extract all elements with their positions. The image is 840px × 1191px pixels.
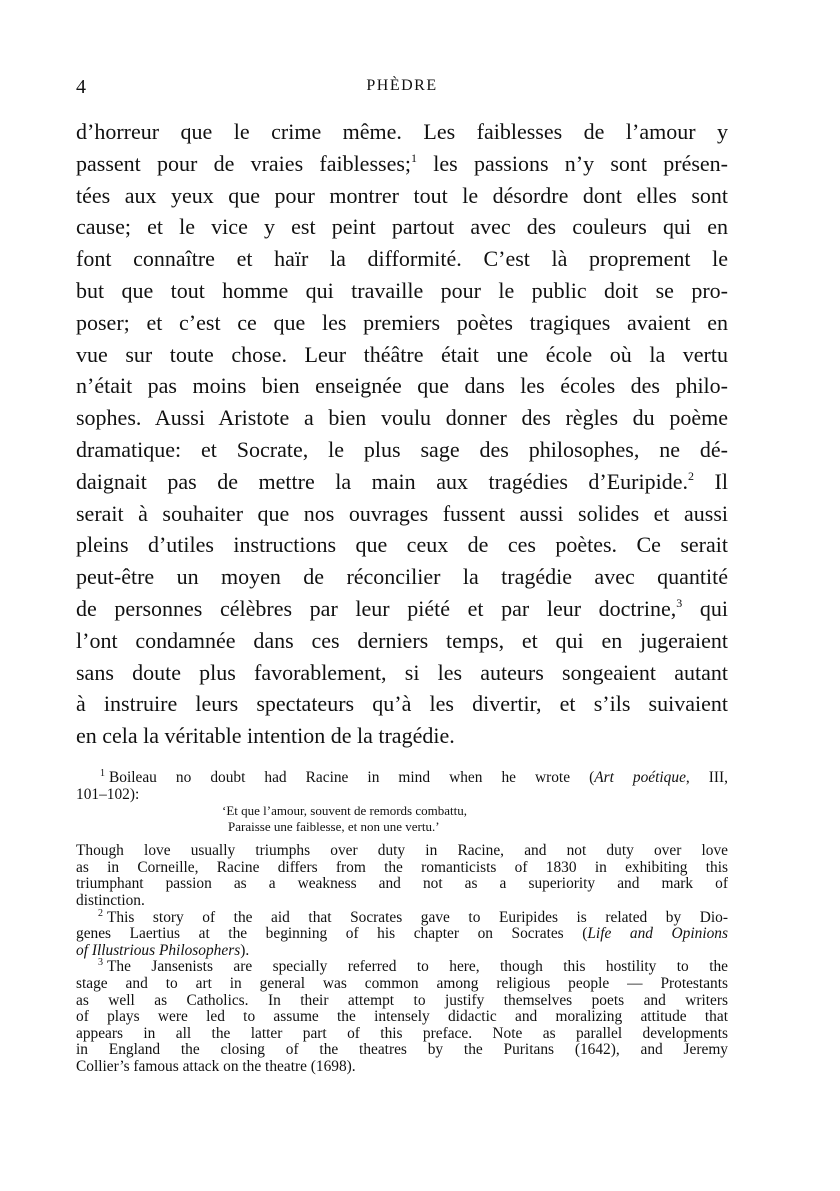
footnote-line: as in Corneille, Racine differs from the romanticists of 1830 in exhibiting this bbox=[76, 858, 728, 876]
footnote-line: as well as Catholics. In their attempt to justify themselves poets and writers bbox=[76, 991, 728, 1009]
footnote-ref: 2 bbox=[688, 468, 695, 483]
body-line: vue sur toute chose. Leur théâtre était une école où la vertu bbox=[76, 341, 728, 367]
footnote-line: genes Laertius at the beginning of his chapter on Socrates (Life and Opinions bbox=[76, 925, 728, 943]
body-line: daignait pas de mettre la main aux tragédies d’Euripide.$^2$ Il bbox=[76, 468, 728, 494]
footnote-line: Collier’s famous attack on the theatre (1698). bbox=[76, 1057, 356, 1075]
footnote-ref: 1 bbox=[411, 150, 418, 165]
footnote-ref: 3 bbox=[676, 595, 683, 610]
body-line: pleins d’utiles instructions que ceux de ces poètes. Ce serait bbox=[76, 532, 728, 558]
body-line: sans doute plus favorablement, si les auteurs songeaient autant bbox=[76, 659, 728, 685]
footnote-line: stage and to art in general was common among religious people — Protestants bbox=[76, 974, 728, 992]
footnote-line: $^2$ This story of the aid that Socrates gave to Euripides is related by Dio- bbox=[98, 907, 728, 926]
body-line: cause; et le vice y est peint partout avec des couleurs qui en bbox=[76, 214, 728, 240]
body-line: de personnes célèbres par leur piété et par leur doctrine,$^3$ qui bbox=[76, 595, 729, 621]
footnote-line: of plays were led to assume the intensely didactic and moralizing attitude that bbox=[76, 1008, 728, 1026]
page-number: 4 bbox=[76, 76, 86, 98]
body-line: d’horreur que le crime même. Les faiblesses de l’amour y bbox=[76, 119, 728, 144]
quote-line: Paraisse une faiblesse, et non une vertu.’ bbox=[228, 819, 440, 835]
footnote-line: $^3$ The Jansenists are specially referred to here, though this hostility to the bbox=[98, 957, 728, 976]
footnote-line: distinction. bbox=[76, 891, 145, 909]
body-line: poser; et c’est ce que les premiers poètes tragiques avaient en bbox=[76, 309, 728, 335]
footnote-line: triumphant passion as a weakness and not as a superiority and mark of bbox=[76, 875, 728, 893]
body-line: serait à souhaiter que nos ouvrages fussent aussi solides et aussi bbox=[76, 500, 728, 526]
body-line: à instruire leurs spectateurs qu’à les divertir, et s’ils suivaient bbox=[76, 691, 728, 717]
body-line: dramatique: et Socrate, le plus sage des philosophes, ne dé- bbox=[76, 436, 728, 462]
body-line: passent pour de vraies faiblesses;$^1$ les passions n’y sont présen- bbox=[76, 150, 728, 176]
footnote-3 bbox=[76, 959, 728, 1075]
footnote-line: Though love usually triumphs over duty in Racine, and not duty over love bbox=[76, 842, 728, 860]
footnote-line: 101–102): bbox=[76, 785, 140, 803]
footnote-line: appears in all the latter part of this preface. Note as parallel developments bbox=[76, 1024, 728, 1042]
body-line: sophes. Aussi Aristote a bien voulu donner des règles du poème bbox=[76, 405, 728, 431]
body-line: but que tout homme qui travaille pour le public doit se pro- bbox=[76, 277, 728, 303]
body-line: tées aux yeux que pour montrer tout le désordre dont elles sont bbox=[76, 182, 728, 208]
footnote-line: $^1$ Boileau no doubt had Racine in mind when he wrote (Art poétique, III, bbox=[100, 768, 729, 786]
body-line: peut-être un moyen de réconcilier la tragédie avec quantité bbox=[76, 564, 728, 590]
body-line: font connaître et haïr la difformité. C’est là proprement le bbox=[76, 246, 728, 272]
footnote-2 bbox=[76, 907, 728, 960]
body-text bbox=[76, 116, 728, 752]
footnotes bbox=[76, 770, 728, 1076]
footnote-1 bbox=[76, 770, 728, 910]
quote-line: ‘Et que l’amour, souvent de remords combattu, bbox=[222, 803, 467, 819]
body-line: en cela la véritable intention de la tragédie. bbox=[76, 723, 455, 749]
body-line: n’était pas moins bien enseignée que dans les écoles des philo- bbox=[76, 373, 728, 399]
body-line: l’ont condamnée dans ces derniers temps, et qui en jugeraient bbox=[76, 627, 728, 653]
running-title: PHÈDRE bbox=[366, 77, 438, 94]
footnote-line: of Illustrious Philosophers). bbox=[76, 941, 250, 959]
footnote-line: in England the closing of the theatres by the Puritans (1642), and Jeremy bbox=[76, 1041, 728, 1059]
page-header bbox=[76, 76, 728, 102]
